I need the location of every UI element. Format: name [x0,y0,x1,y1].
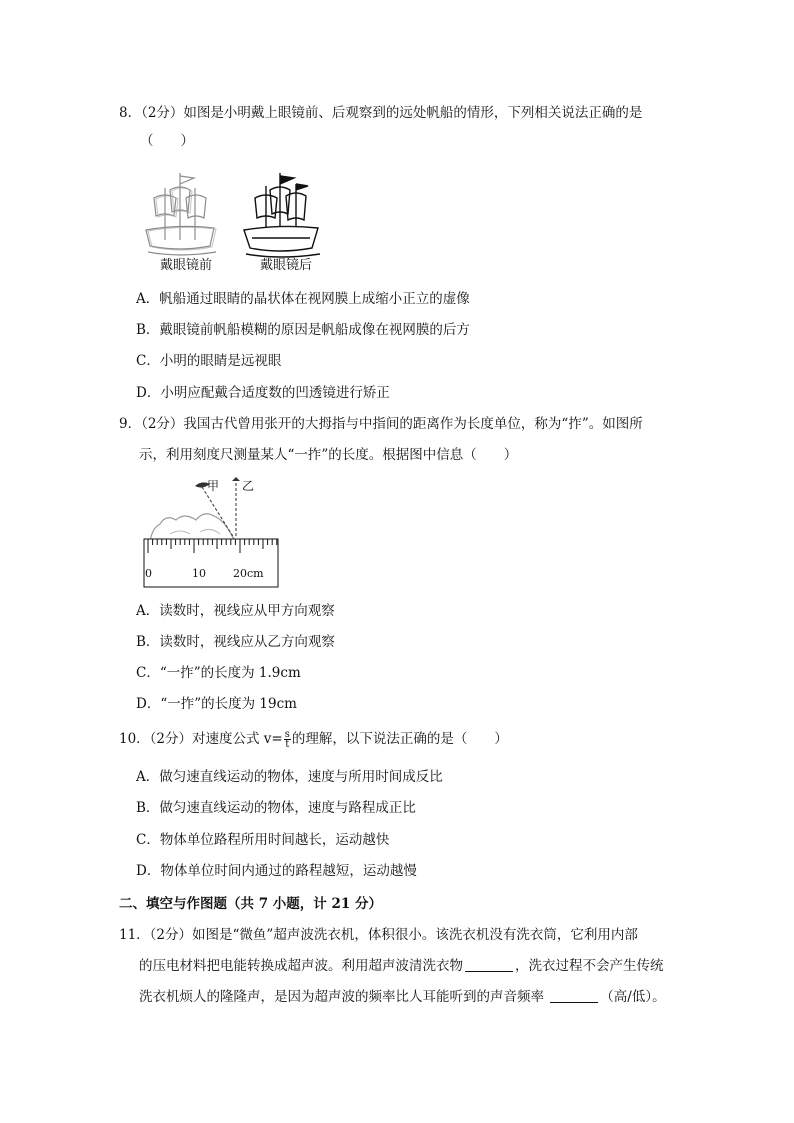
q10-option-c: C．物体单位路程所用时间越长，运动越快 [136,832,390,848]
q10-stem [119,729,508,749]
speed-formula-fraction [284,730,291,749]
q8-option-b: B．戴眼镜前帆船模糊的原因是帆船成像在视网膜的后方 [136,322,470,338]
q10-stem-suffix: 的理解，以下说法正确的是（ ） [291,731,508,747]
q9-stem-line-2: 示，利用刻度尺测量某人“一拃”的长度。根据图中信息（ ） [139,447,518,463]
ruler-tick-label-0: 0 [145,567,152,580]
q8-caption-after: 戴眼镜后 [260,258,313,273]
q9-option-a: A．读数时，视线应从甲方向观察 [136,603,335,619]
q9-label-jia: 甲 [207,479,220,493]
q8-answer-paren: （ ） [140,133,194,149]
q8-caption-before: 戴眼镜前 [160,258,213,273]
q9-option-b: B．读数时，视线应从乙方向观察 [136,634,335,650]
q9-stem-line-1: 9．（2分）我国古代曾用张开的大拇指与中指间的距离作为长度单位，称为“拃”。如图所 [119,416,643,432]
q11-line-3 [139,987,666,1007]
q10-option-a: A．做匀速直线运动的物体，速度与所用时间成反比 [136,769,443,785]
q11-line-3-text-a: 洗衣机烦人的隆隆声，是因为超声波的频率比人耳能听到的声音频率 [139,989,549,1005]
section-heading-fill-in: 二、填空与作图题（共 7 小题，计 21 分） [119,896,382,912]
fraction-numerator: s [284,729,290,740]
q11-line-3-text-b: （高/低）。 [600,989,666,1005]
ruler-tick-label-20: 20cm [233,567,264,580]
q9-option-d: D．“一拃”的长度为 19cm [136,696,297,712]
q8-option-c: C．小明的眼睛是远视眼 [136,353,282,369]
q10-option-d: D．物体单位时间内通过的路程越短，运动越慢 [136,863,417,879]
q9-label-yi: 乙 [242,479,255,493]
q9-option-c: C．“一拃”的长度为 1.9cm [136,665,301,681]
q10-stem-prefix: 10．（2分）对速度公式 v= [119,731,283,747]
q11-line-2-text-a: 的压电材料把电能转换成超声波。利用超声波清洗衣物 [139,958,463,974]
q11-blank-2[interactable] [550,988,598,1003]
q11-line-2 [139,956,664,976]
q11-line-1: 11．（2分）如图是“微鱼”超声波洗衣机，体积很小。该洗衣机没有洗衣筒，它利用内部 [119,927,638,943]
q11-line-2-text-b: ，洗衣过程不会产生传统 [515,958,664,974]
q11-blank-1[interactable] [465,957,513,972]
q8-option-a: A．帆船通过眼睛的晶状体在视网膜上成缩小正立的虚像 [136,291,470,307]
fraction-denominator: t [285,739,290,750]
ruler-tick-label-10: 10 [192,567,206,580]
q10-option-b: B．做匀速直线运动的物体，速度与路程成正比 [136,800,416,816]
q8-option-d: D．小明应配戴合适度数的凹透镜进行矫正 [136,385,390,401]
q8-stem: 8．（2分）如图是小明戴上眼镜前、后观察到的远处帆船的情形，下列相关说法正确的是 [119,105,643,121]
